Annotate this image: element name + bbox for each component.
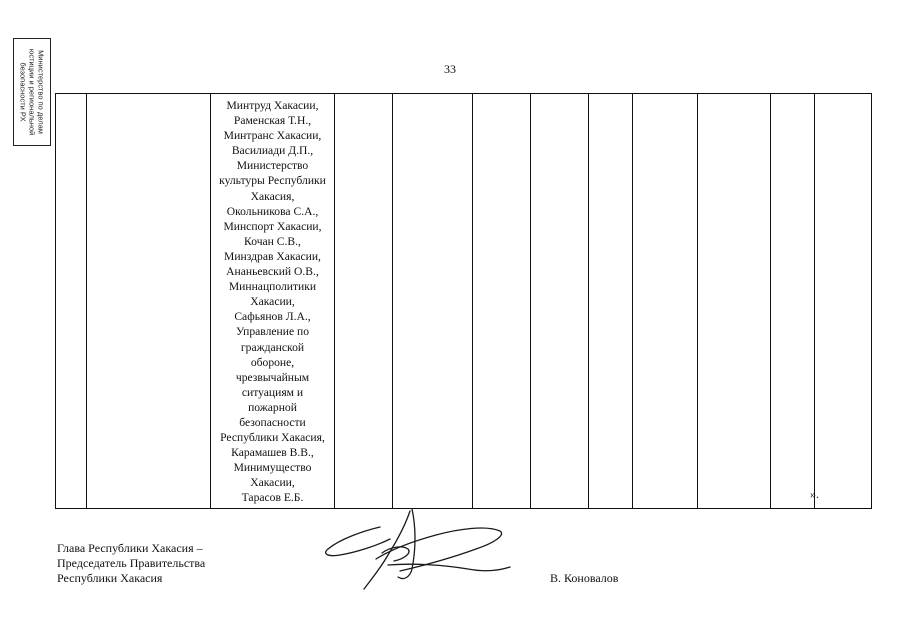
responsible-line: Миннацполитики: [228, 280, 317, 294]
table-cell: [531, 94, 589, 509]
table-cell: [335, 94, 393, 509]
responsible-line: Раменская Т.Н.,: [233, 114, 312, 128]
responsible-line: Министерство: [236, 159, 309, 173]
responsible-line: Хакасии,: [250, 295, 295, 309]
signatory-title: [57, 541, 205, 586]
stamp-line: юстиции и региональной: [27, 48, 37, 136]
table-cell: [473, 94, 531, 509]
responsible-line: культуры Республики: [219, 174, 326, 188]
table-cell: [393, 94, 473, 509]
responsible-line: Минспорт Хакасии,: [223, 219, 322, 233]
responsible-line: Минздрав Хакасии,: [224, 249, 321, 263]
responsible-line: Хакасия,: [250, 189, 295, 203]
responsible-line: чрезвычайным: [235, 370, 310, 384]
responsible-line: обороне,: [250, 355, 295, 369]
table-cell-event: [87, 94, 211, 509]
stamp-line: безопасности РХ: [18, 62, 28, 122]
responsible-line: Тарасов Е.Б.: [241, 491, 304, 505]
plan-table: [55, 93, 872, 509]
responsible-line: Управление по: [235, 325, 310, 339]
responsible-line: Окольникова С.А.,: [226, 204, 319, 218]
handwritten-signature: [318, 505, 518, 595]
table-cell-number: [56, 94, 87, 509]
responsible-line: Кочан С.В.,: [244, 234, 301, 248]
closing-quote-mark: ».: [810, 487, 819, 501]
responsible-line: Минимущество: [233, 461, 312, 475]
stamp-text: [19, 40, 46, 144]
responsible-line: Ананьевский О.В.,: [226, 265, 319, 279]
responsible-line: Хакасии,: [250, 476, 295, 490]
table-cell: [589, 94, 633, 509]
stamp-line: Министерство по делам: [36, 50, 46, 134]
responsible-line: гражданской: [240, 340, 305, 354]
signatory-title-line: Председатель Правительства: [57, 556, 206, 570]
signatory-title-line: Республики Хакасия: [57, 571, 163, 585]
table-cell: [771, 94, 815, 509]
responsible-line: Сафьянов Л.А.,: [234, 310, 311, 324]
table-cell-responsible: [211, 94, 335, 509]
registration-stamp: [13, 38, 51, 146]
responsible-line: Карамашев В.В.,: [231, 446, 314, 460]
table-cell: [815, 94, 872, 509]
responsible-line: Минтранс Хакасии,: [223, 129, 322, 143]
table-row: [56, 94, 872, 509]
table-cell: [698, 94, 771, 509]
table-cell: [633, 94, 698, 509]
responsible-line: Республики Хакасия,: [220, 431, 325, 445]
signatory-name: В. Коновалов: [550, 571, 619, 585]
page-number: 33: [444, 62, 456, 76]
responsible-line: Василиади Д.П.,: [231, 144, 314, 158]
responsible-line: пожарной: [248, 400, 297, 414]
signatory-title-line: Глава Республики Хакасия –: [57, 541, 203, 555]
responsible-line: ситуациям и: [241, 385, 304, 399]
responsible-line: Минтруд Хакасии,: [226, 99, 319, 112]
responsible-line: безопасности: [239, 415, 306, 429]
